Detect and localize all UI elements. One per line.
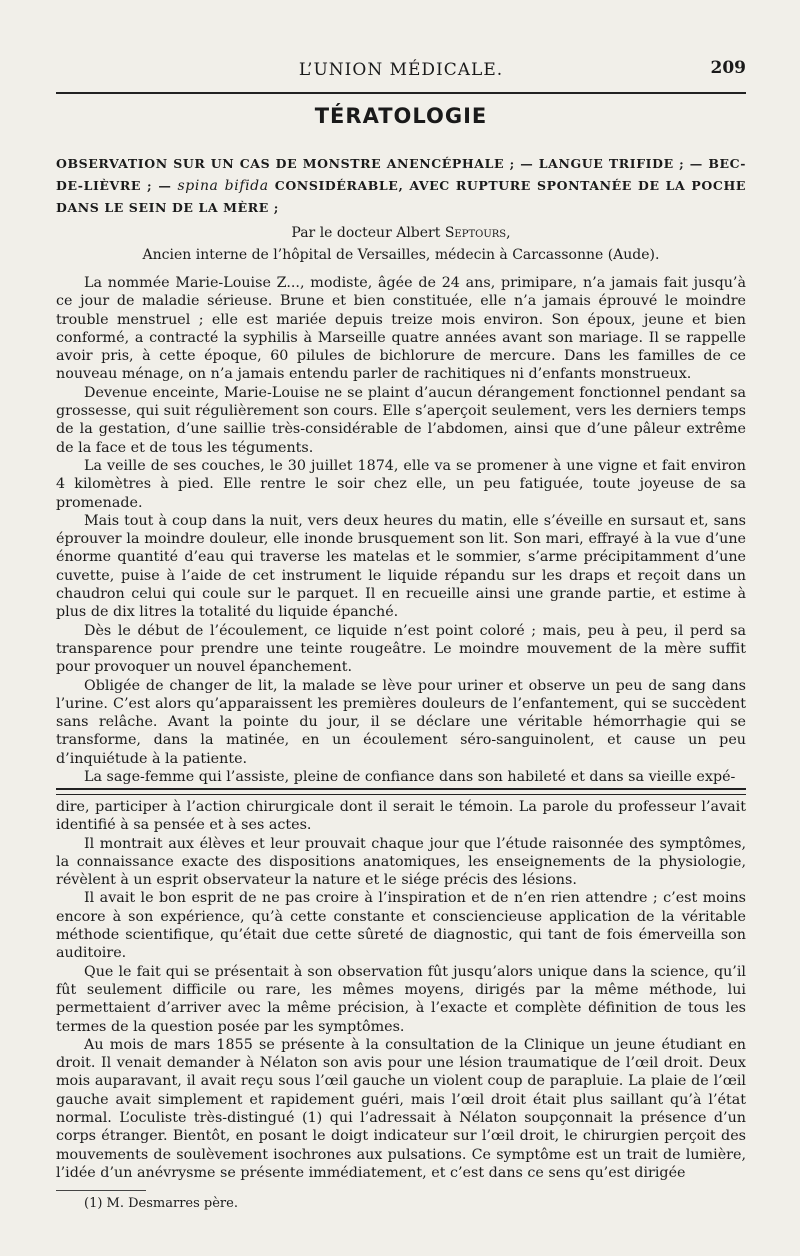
footnote: (1) M. Desmarres père. (84, 1196, 238, 1211)
header-rule (56, 92, 746, 94)
byline-suffix: , (506, 225, 511, 241)
byline-prefix: Par le docteur Albert (291, 225, 441, 241)
article-title-part2: CONSIDÉRABLE, AVEC RUPTURE SPONTANÉE DE LA POCHE DANS LE SEIN DE LA MÈRE ; (56, 178, 746, 215)
running-header (56, 58, 746, 84)
footnote-rule (56, 1190, 146, 1191)
paragraph: Il avait le bon esprit de ne pas croire à l’inspiration et de n’en rien attendre ; c’est moins encore à son expérience, qu’à cette constante et consciencieuse application de la véritable méthode scientifique, qu’était due cette sûreté de diagnostic, qui tant de fois émerveilla son auditoire. (56, 890, 746, 962)
paragraph: La veille de ses couches, le 30 juillet 1874, elle va se promener à une vigne et fait environ 4 kilomètres à pied. Elle rentre le soir chez elle, un peu fatiguée, toute joyeuse de sa promenade. (56, 457, 746, 511)
byline (56, 222, 746, 266)
author-line (56, 222, 746, 244)
feuilleton-body (56, 798, 746, 1182)
section-title: TÉRATOLOGIE (314, 104, 488, 128)
article-body (56, 274, 746, 786)
article-title-italic: spina bifida (177, 178, 269, 194)
page-number: 209 (710, 58, 746, 78)
journal-title: L’UNION MÉDICALE. (298, 60, 504, 80)
paragraph: Mais tout à coup dans la nuit, vers deux heures du matin, elle s’éveille en sursaut et, sans éprouver la moindre douleur, elle inonde brusquement son lit. Son mari, effrayé à la vue d’une énorme quantité d’eau qui traverse les matelas et le sommier, s’arme précipitamment d’une cuvette, puise à l’aide de cet instrument le liquide répandu sur les draps et reçoit dans un chaudron celui qui coule sur le parquet. Il en recueille ainsi une grande partie, et estime à plus de dix litres la totalité du liquide épanché. (56, 512, 746, 621)
paragraph: dire, participer à l’action chirurgicale dont il serait le témoin. La parole du professeur l’avait identifié à sa pensée et à ses actes. (56, 799, 746, 834)
section-divider (56, 788, 746, 795)
article-title-part1: OBSERVATION SUR UN CAS DE MONSTRE ANENCÉPHALE ; — LANGUE TRIFIDE ; — BEC-DE-LIÈVRE ; — (56, 156, 746, 193)
paragraph: Il montrait aux élèves et leur prouvait chaque jour que l’étude raisonnée des symptômes, la connaissance exacte des dispositions anatomiques, les enseignements de la physiologie, révèlent à un esprit observateur la nature et le siége précis des lésions. (56, 835, 746, 889)
author-name: Septours (444, 225, 507, 241)
paragraph: La sage-femme qui l’assiste, pleine de confiance dans son habileté et dans sa vieille expé- (84, 769, 736, 786)
paragraph: Devenue enceinte, Marie-Louise ne se plaint d’aucun dérangement fonctionnel pendant sa grossesse, qui suit régulièrement son cours. Elle s’aperçoit seulement, vers les derniers temps de la gestation, d’une saillie très-considérable de l’abdomen, ainsi que d’une pâleur extrême de la face et de tous les téguments. (56, 384, 746, 456)
article-title (56, 153, 746, 219)
paragraph: La nommée Marie-Louise Z..., modiste, âgée de 24 ans, primipare, n’a jamais fait jusqu’à ce jour de maladie sérieuse. Brune et bien constituée, elle n’a jamais éprouvé le moindre trouble menstruel ; elle est mariée depuis treize mois environ. Son époux, jeune et bien conformé, a contracté la syphilis à Marseille quatre années avant son mariage. Il se rappelle avoir pris, à cette époque, 60 pilules de bichlorure de mercure. Dans les familles de ce nouveau ménage, on n’a jamais entendu parler de rachitiques ni d’enfants monstrueux. (56, 275, 746, 383)
paragraph: Dès le début de l’écoulement, ce liquide n’est point coloré ; mais, peu à peu, il perd sa transparence pour prendre une teinte rougeâtre. Le moindre mouvement de la mère suffit pour provoquer un nouvel épanchement. (56, 622, 746, 676)
paragraph: Que le fait qui se présentait à son observation fût jusqu’alors unique dans la science, qu’il fût seulement difficile ou rare, les mêmes moyens, dirigés par la même méthode, lui permettaient d’arriver avec la même précision, à l’exacte et complète définition de tous les termes de la question posée par les symptômes. (56, 963, 746, 1035)
author-affiliation: Ancien interne de l’hôpital de Versailles, médecin à Carcassonne (Aude). (142, 247, 660, 263)
paragraph: Au mois de mars 1855 se présente à la consultation de la Clinique un jeune étudiant en droit. Il venait demander à Nélaton son avis pour une lésion traumatique de l’œil droit. Deux mois auparavant, il avait reçu sous l’œil gauche un violent coup de parapluie. La plaie de l’œil gauche avait simplement et rapidement guéri, mais l’œil droit était plus saillant qu’à l’état normal. L’oculiste très-distingué (1) qui l’adressait à Nélaton soupçonnait la présence d’un corps étranger. Bientôt, en posant le doigt indicateur sur l’œil droit, le chirurgien perçoit des mouvements de soulèvement isochrones aux pulsations. Ce symptôme est un trait de lumière, l’idée d’un anévrysme se présente immédiatement, et c’est dans ce sens qu’est dirigée (56, 1036, 746, 1181)
paragraph: Obligée de changer de lit, la malade se lève pour uriner et observe un peu de sang dans l’urine. C’est alors qu’apparaissent les premières douleurs de l’enfantement, qui se succèdent sans relâche. Avant la pointe du jour, il se déclare une véritable hémorrhagie qui se transforme, dans la matinée, en un écoulement séro-sanguinolent, et cause un peu d’inquiétude à la patiente. (56, 677, 746, 767)
